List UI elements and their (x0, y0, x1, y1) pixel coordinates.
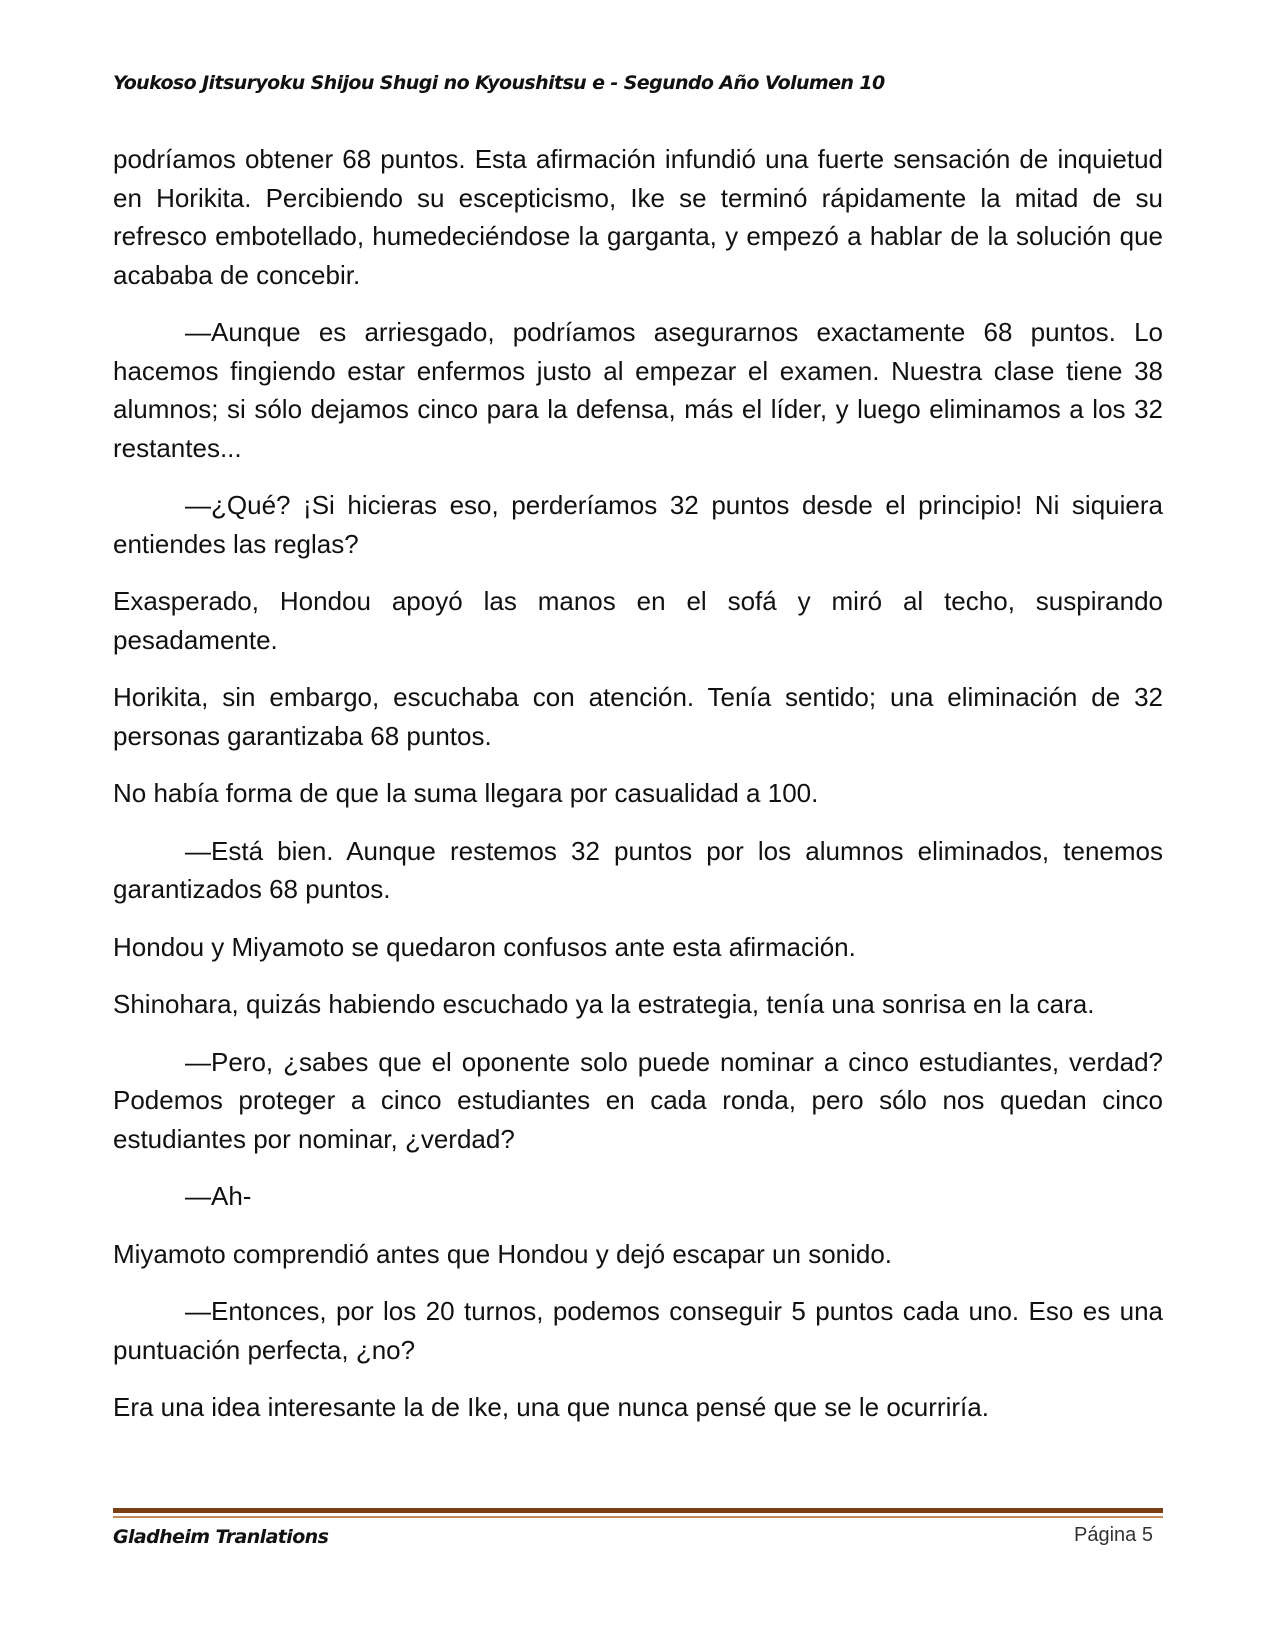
paragraph: Miyamoto comprendió antes que Hondou y dejó escapar un sonido. (113, 1238, 893, 1269)
page-number: Página 5 (1074, 1524, 1153, 1546)
running-header: Youkoso Jitsuryoku Shijou Shugi no Kyoushitsu e - Segundo Año Volumen 10 (113, 72, 885, 94)
dialogue-paragraph: —¿Qué? ¡Si hicieras eso, perderíamos 32 puntos desde el principio! Ni siquiera entiendes las reglas? (113, 490, 1163, 559)
dialogue-paragraph: —Aunque es arriesgado, podríamos asegurarnos exactamente 68 puntos. Lo hacemos fingiendo estar enfermos justo al empezar el examen. Nuestra clase tiene 38 alumnos; si sólo dejamos cinco para la defensa, más el líder, y luego eliminamos a los 32 restantes... (113, 317, 1163, 463)
paragraph: podríamos obtener 68 puntos. Esta afirmación infundió una fuerte sensación de inquietud en Horikita. Percibiendo su escepticismo, Ike se terminó rápidamente la mitad de su refresco embotellado, humedeciéndose la garganta, y empezó a hablar de la solución que acababa de concebir. (113, 144, 1163, 290)
dialogue-paragraph: —Ah- (185, 1181, 252, 1211)
dialogue-paragraph: —Está bien. Aunque restemos 32 puntos por los alumnos eliminados, tenemos garantizados 68 puntos. (113, 835, 1163, 904)
paragraph: Horikita, sin embargo, escuchaba con atención. Tenía sentido; una eliminación de 32 personas garantizaba 68 puntos. (113, 682, 1163, 751)
paragraph: Era una idea interesante la de Ike, una que nunca pensé que se le ocurriría. (113, 1392, 989, 1422)
paragraph: No había forma de que la suma llegara por casualidad a 100. (113, 778, 819, 808)
footer-rule-thick (113, 1508, 1163, 1513)
footer-rule-thin (113, 1516, 1163, 1518)
dialogue-paragraph: —Pero, ¿sabes que el oponente solo puede nominar a cinco estudiantes, verdad? Podemos proteger a cinco estudiantes en cada ronda, pero sólo nos quedan cinco estudiantes por nominar, ¿verdad? (113, 1046, 1163, 1154)
paragraph: Shinohara, quizás habiendo escuchado ya la estrategia, tenía una sonrisa en la cara. (113, 989, 1095, 1019)
page-body (113, 140, 1163, 1446)
dialogue-paragraph: —Entonces, por los 20 turnos, podemos conseguir 5 puntos cada uno. Eso es una puntuación perfecta, ¿no? (113, 1296, 1163, 1365)
footer-credit: Gladheim Tranlations (113, 1526, 329, 1548)
paragraph: Hondou y Miyamoto se quedaron confusos ante esta afirmación. (113, 931, 856, 962)
paragraph: Exasperado, Hondou apoyó las manos en el sofá y miró al techo, suspirando pesadamente. (113, 586, 1163, 655)
